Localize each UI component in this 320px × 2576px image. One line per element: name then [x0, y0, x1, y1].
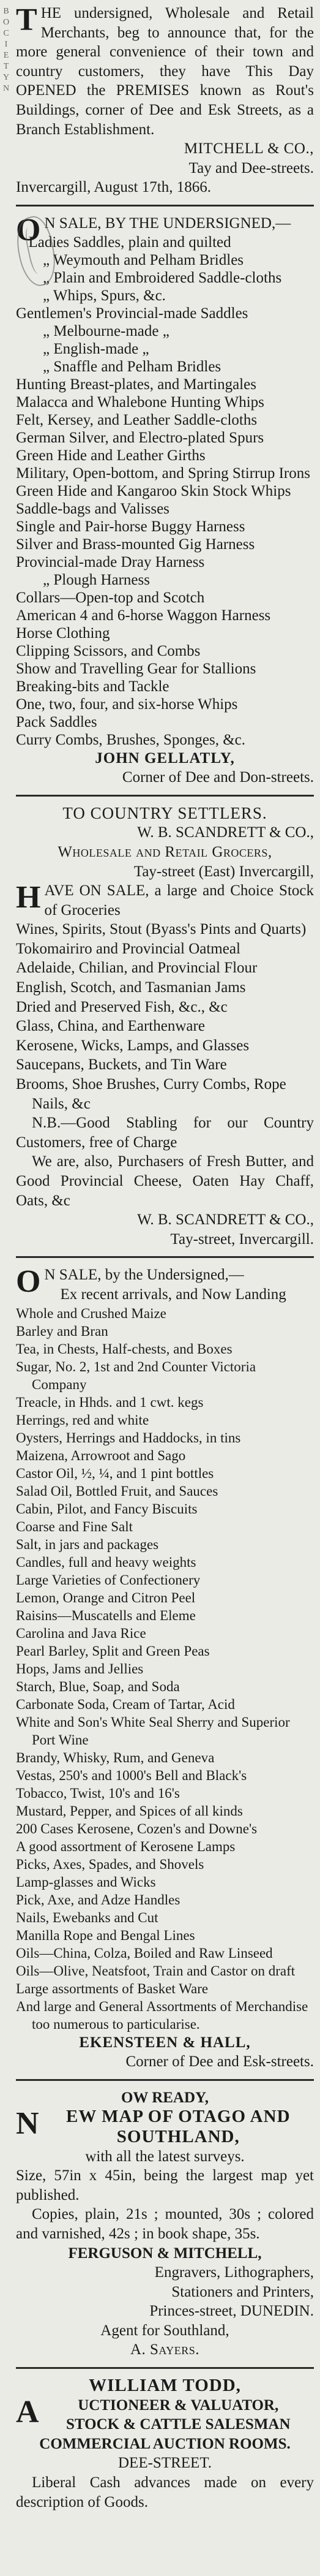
divider — [16, 795, 314, 797]
list-item: Vestas, 250's and 1000's Bell and Black's — [16, 1767, 247, 1783]
ad-line: Copies, plain, 21s ; mounted, 30s ; colored and varnished, 42s ; in book shape, 35s. — [16, 2206, 314, 2242]
item-list — [16, 233, 314, 749]
ad-headline: N SALE, BY THE UNDERSIGNED,— — [44, 214, 291, 232]
list-item: Breaking-bits and Tackle — [16, 678, 169, 695]
firm-address: Tay and Dee-streets. — [188, 159, 314, 176]
list-item: Tobacco, Twist, 10's and 16's — [16, 1785, 180, 1801]
list-item: Nails, Ewebanks and Cut — [16, 1909, 158, 1925]
list-item: Herrings, red and white — [16, 1412, 149, 1428]
list-item: American 4 and 6-horse Waggon Harness — [16, 607, 271, 624]
signature: JOHN GELLATLY, — [95, 749, 235, 767]
ad-note: We are, also, Purchasers of Fresh Butter, and Good Provincial Cheese, Oaten Hay Chaff, Oats, &c — [16, 1153, 314, 1209]
dropcap: O — [16, 1264, 41, 1300]
agent-line: Agent for Southland, — [100, 2322, 229, 2339]
list-item: Large assortments of Basket Ware — [16, 1980, 209, 1996]
signature: EKENSTEEN & HALL, — [79, 2034, 251, 2051]
list-item: Treacle, in Hhds. and 1 cwt. kegs — [16, 1394, 204, 1410]
list-item: English, Scotch, and Tasmanian Jams — [16, 979, 246, 996]
list-item: Gentlemen's Provincial-made Saddles — [16, 305, 248, 322]
list-item: Adelaide, Chilian, and Provincial Flour — [16, 960, 258, 977]
dropcap: N — [16, 2106, 39, 2142]
ad-gellatly — [16, 210, 314, 791]
list-item: Felt, Kersey, and Leather Saddle-cloths — [16, 411, 258, 428]
list-item: Coarse and Fine Salt — [16, 1518, 133, 1534]
ad-note: N.B.—Good Stabling for our Country Customers, free of Charge — [16, 1115, 314, 1151]
list-item: Provincial-made Dray Harness — [16, 553, 205, 570]
list-item: Curry Combs, Brushes, Sponges, &c. — [16, 731, 245, 748]
ad-scandrett — [16, 800, 314, 1253]
list-item: Saucepans, Buckets, and Tin Ware — [16, 1056, 227, 1074]
ad-line: with all the latest surveys. — [85, 2148, 245, 2165]
list-item: Collars—Open-top and Scotch — [16, 589, 205, 606]
signature-address: Tay-street, Invercargill. — [170, 1230, 314, 1248]
list-item: Saddle-bags and Valisses — [16, 500, 169, 517]
signature: W. B. SCANDRETT & CO., — [137, 1211, 314, 1229]
list-item: Single and Pair-horse Buggy Harness — [16, 518, 245, 535]
ad-name: WILLIAM TODD, — [89, 2376, 241, 2396]
divider — [16, 205, 314, 206]
ad-headline: N SALE, by the Undersigned,— — [44, 1267, 244, 1284]
margin-strip — [2, 6, 10, 94]
list-item: Salt, in jars and packages — [16, 1536, 159, 1552]
firm-line: Stationers and Printers, — [171, 2283, 314, 2300]
list-item: Sugar, No. 2, 1st and 2nd Counter Victoria Company — [16, 1358, 256, 1392]
list-item: White and Son's White Seal Sherry and Superior Port Wine — [16, 1714, 290, 1748]
list-item: Silver and Brass-mounted Gig Harness — [16, 536, 255, 553]
margin-letter: E — [3, 51, 9, 60]
list-item: Oysters, Herrings and Haddocks, in tins — [16, 1430, 241, 1445]
firm-address: Tay-street (East) Invercargill, — [133, 863, 314, 880]
ad-headline: AVE ON SALE, a large and Choice Stock of Groceries — [44, 882, 314, 919]
ad-line: Size, 57in x 45in, being the largest map yet published. — [16, 2167, 314, 2203]
margin-letter: Y — [2, 73, 10, 82]
margin-letter: B — [3, 7, 9, 16]
list-item: Mustard, Pepper, and Spices of all kinds — [16, 1803, 243, 1819]
ad-intro: Ex recent arrivals, and Now Landing — [60, 1286, 286, 1303]
list-item: Castor Oil, ½, ¼, and 1 pint bottles — [16, 1465, 214, 1481]
list-item: Pick, Axe, and Adze Handles — [16, 1892, 180, 1907]
list-item: Wines, Spirits, Stout (Byass's Pints and Quarts) — [16, 921, 307, 938]
firm-name: FERGUSON & MITCHELL, — [68, 2245, 262, 2262]
list-item: „ Plain and Embroidered Saddle-cloths — [43, 269, 282, 286]
ad-mitchell — [16, 0, 314, 201]
list-item: „ Whips, Spurs, &c. — [43, 287, 166, 304]
divider — [16, 2079, 314, 2081]
ad-line: OW READY, — [121, 2089, 209, 2106]
dropcap: A — [16, 2394, 39, 2430]
ad-todd — [16, 2373, 314, 2515]
list-item: A good assortment of Kerosene Lamps — [16, 1838, 236, 1854]
dropcap: T — [16, 2, 37, 37]
list-item: Kerosene, Wicks, Lamps, and Glasses — [16, 1037, 250, 1054]
list-item: Carbonate Soda, Cream of Tartar, Acid — [16, 1696, 235, 1712]
list-item: Dried and Preserved Fish, &c., &c — [16, 998, 228, 1015]
list-item: One, two, four, and six-horse Whips — [16, 695, 238, 713]
ad-heading: TO COUNTRY SETTLERS. — [62, 803, 267, 822]
margin-letter: N — [2, 84, 10, 93]
ad-line: COMMERCIAL AUCTION ROOMS. — [39, 2435, 291, 2452]
agent-name: A. Sayers. — [130, 2341, 200, 2358]
list-item: „ Plough Harness — [43, 571, 150, 588]
list-item: Hops, Jams and Jellies — [16, 1661, 144, 1676]
list-item: Green Hide and Kangaroo Skin Stock Whips — [16, 482, 291, 499]
list-item: „ Snaffle and Pelham Bridles — [43, 358, 221, 375]
list-item: Glass, China, and Earthenware — [16, 1018, 205, 1035]
margin-letter: C — [3, 29, 9, 38]
firm-name: MITCHELL & CO., — [184, 140, 314, 157]
ad-title: SOUTHLAND, — [116, 2126, 240, 2146]
item-list — [16, 920, 314, 1113]
ad-line: STOCK & CATTLE SALESMAN — [66, 2416, 291, 2433]
list-item: Lamp-glasses and Wicks — [16, 1874, 156, 1890]
list-item: „ Weymouth and Pelham Bridles — [43, 251, 244, 268]
list-item: And large and General Assortments of Merchandise too numerous to particularise. — [16, 1998, 308, 2032]
list-item: Manilla Rope and Bengal Lines — [16, 1927, 195, 1943]
divider — [16, 2367, 314, 2369]
list-item: Brandy, Whisky, Rum, and Geneva — [16, 1749, 215, 1765]
list-item: Raisins—Muscatells and Eleme — [16, 1607, 196, 1623]
list-item: Brooms, Shoe Brushes, Curry Combs, Rope Nails, &c — [16, 1076, 286, 1112]
list-item: „ Melbourne-made „ — [43, 322, 169, 339]
list-item: Tea, in Chests, Half-chests, and Boxes — [16, 1341, 233, 1357]
firm-line: Engravers, Lithographers, — [154, 2264, 314, 2281]
list-item: Show and Travelling Gear for Stallions — [16, 660, 256, 677]
list-item: Starch, Blue, Soap, and Soda — [16, 1678, 180, 1694]
list-item: Hunting Breast-plates, and Martingales — [16, 376, 256, 393]
ad-line: UCTIONEER & VALUATOR, — [78, 2396, 279, 2414]
list-item: Ladies Saddles, plain and quilted — [28, 233, 231, 251]
margin-letter: I — [4, 40, 8, 49]
list-item: Pack Saddles — [16, 713, 97, 730]
list-item: Carolina and Java Rice — [16, 1625, 146, 1641]
item-list — [16, 1305, 314, 1980]
signature-address: Corner of Dee and Esk-streets. — [125, 2053, 314, 2070]
list-item: Pearl Barley, Split and Green Peas — [16, 1643, 210, 1659]
brace-block — [16, 1980, 314, 2033]
list-item: Barley and Bran — [16, 1323, 108, 1339]
list-item: 200 Cases Kerosene, Cozen's and Downe's — [16, 1820, 258, 1836]
list-item: Picks, Axes, Spades, and Shovels — [16, 1856, 204, 1872]
list-item: Military, Open-bottom, and Spring Stirrup Irons — [16, 464, 310, 482]
list-item: Candles, full and heavy weights — [16, 1554, 196, 1570]
list-item: German Silver, and Electro-plated Spurs — [16, 429, 264, 446]
margin-letter: T — [3, 62, 9, 71]
ad-ekensteen — [16, 1262, 314, 2075]
firm-address: Princes-street, DUNEDIN. — [149, 2303, 314, 2320]
list-item: Oils—Olive, Neatsfoot, Train and Castor on draft — [16, 1963, 296, 1979]
dropcap: O — [16, 212, 41, 248]
list-item: „ English-made „ — [43, 340, 149, 357]
dropcap: H — [16, 880, 41, 915]
firm-trade: Wholesale and Retail Grocers, — [58, 843, 272, 860]
list-item: Green Hide and Leather Girths — [16, 447, 206, 464]
ad-date: Invercargill, August 17th, 1866. — [16, 179, 211, 196]
ad-map — [16, 2085, 314, 2363]
list-item: Cabin, Pilot, and Fancy Biscuits — [16, 1501, 198, 1517]
ad-footer: Liberal Cash advances made on every description of Goods. — [16, 2474, 314, 2510]
ad-line: DEE-STREET. — [118, 2455, 212, 2472]
ad-title: EW MAP OF OTAGO AND — [66, 2107, 291, 2127]
signature-address: Corner of Dee and Don-streets. — [122, 769, 314, 786]
list-item: Malacca and Whalebone Hunting Whips — [16, 393, 264, 411]
list-item: Tokomairiro and Provincial Oatmeal — [16, 940, 240, 957]
list-item: Large Varieties of Confectionery — [16, 1572, 201, 1588]
list-item: Horse Clothing — [16, 624, 110, 642]
list-item: Whole and Crushed Maize — [16, 1305, 166, 1321]
firm-name: W. B. SCANDRETT & CO., — [137, 824, 314, 841]
list-item: Lemon, Orange and Citron Peel — [16, 1589, 196, 1605]
ad-body: HE undersigned, Wholesale and Retail Merchants, beg to announce that, for the more general convenience of their town and country customers, they have This Day OPENED the PREMISES known as Rout's Buildings, corner of Dee and Esk Streets, as a Branch Establishment. — [16, 5, 314, 138]
list-item: Salad Oil, Bottled Fruit, and Sauces — [16, 1483, 218, 1499]
list-item: Clipping Scissors, and Combs — [16, 642, 201, 659]
divider — [16, 1256, 314, 1258]
list-item: Maizena, Arrowroot and Sago — [16, 1447, 186, 1463]
list-item: Oils—China, Colza, Boiled and Raw Linseed — [16, 1945, 273, 1961]
margin-letter: O — [2, 18, 10, 27]
